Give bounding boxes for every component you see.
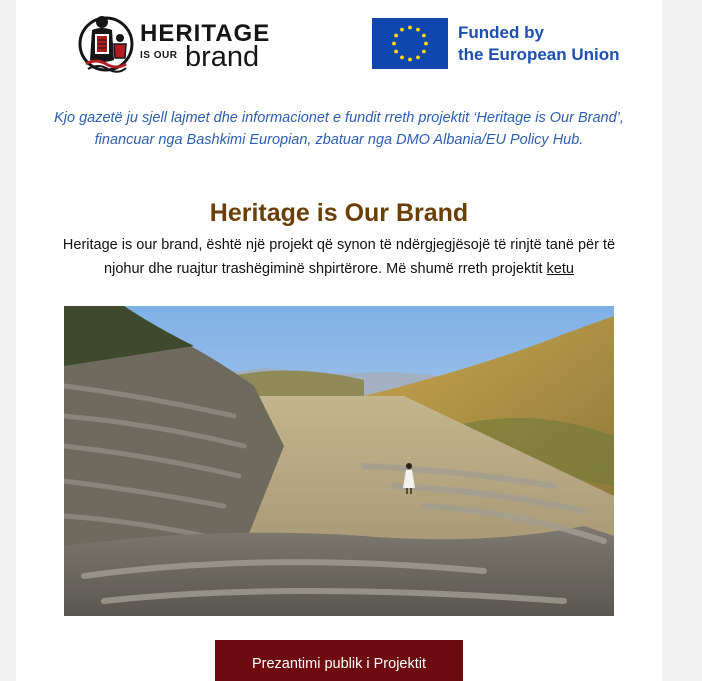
eu-funded-logo[interactable] (372, 18, 632, 70)
project-details-link[interactable]: ketu (546, 261, 574, 277)
eu-funded-text (458, 22, 620, 66)
intro-text: Kjo gazetë ju sjell lajmet dhe informacionet e fundit rreth projektit ‘Heritage is Our Brand’, financuar nga Bashkimi Europian, zbatuar nga DMO Albania/EU Policy Hub. (54, 110, 624, 148)
heritage-emblem-icon (78, 12, 134, 74)
heritage-logo-line1: HERITAGE (140, 20, 271, 47)
eu-flag-icon (372, 18, 448, 69)
section-body (42, 233, 636, 281)
eu-text-line2: the European Union (458, 45, 620, 64)
public-presentation-button[interactable]: Prezantimi publik i Projektit (215, 640, 463, 681)
eu-text-line1: Funded by (458, 23, 544, 42)
heritage-logo-line3: brand (185, 41, 260, 73)
section-body-text: Heritage is our brand, është një projekt që synon të ndërgjegjësojë të rinjtë tanë për të njohur dhe ruajtur trashëgiminë shpirtërore. Më shumë rreth projektit (62, 237, 616, 277)
heritage-logo[interactable] (78, 12, 278, 74)
amphitheatre-photo[interactable] (64, 306, 614, 616)
heritage-logo-line2: IS OUR (140, 50, 178, 61)
newsletter-card (16, 0, 662, 681)
section-title: Heritage is Our Brand (209, 199, 469, 227)
